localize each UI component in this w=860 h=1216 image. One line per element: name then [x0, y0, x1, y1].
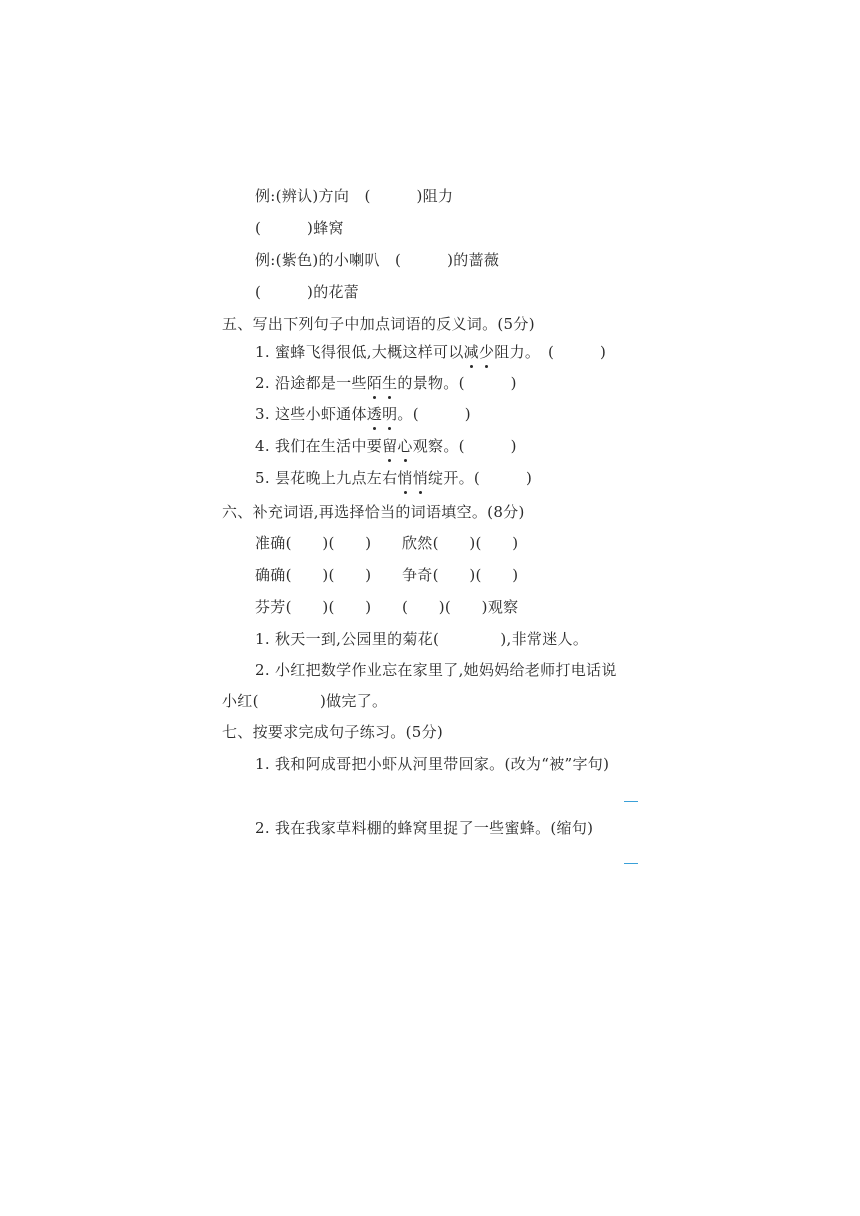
- section6-word-row-2: 确确( )( ) 争奇( )( ): [255, 566, 519, 584]
- section7-heading: 七、按要求完成句子练习。(5分): [222, 723, 444, 741]
- section5-question-2: 2. 沿途都是一些陌生的景物。( ): [255, 374, 517, 392]
- section6-question-1: 1. 秋天一到,公园里的菊花( ),非常迷人。: [255, 630, 589, 648]
- section6-question-2b: 小红( )做完了。: [222, 692, 388, 710]
- section5-question-4: 4. 我们在生活中要留心观察。( ): [255, 437, 517, 455]
- section6-word-row-1: 准确( )( ) 欣然( )( ): [255, 534, 519, 552]
- section6-question-2a: 2. 小红把数学作业忘在家里了,她妈妈给老师打电话说: [255, 661, 617, 679]
- section7-question-1: 1. 我和阿成哥把小虾从河里带回家。(改为“被”字句): [255, 755, 610, 773]
- section6-word-row-3: 芬芳( )( ) ( )( )观察: [255, 598, 519, 616]
- section5-question-3: 3. 这些小虾通体透明。( ): [255, 405, 471, 423]
- section4-example1-blank: ( )蜂窝: [255, 219, 344, 237]
- section5-heading: 五、写出下列句子中加点词语的反义词。(5分): [222, 315, 535, 333]
- answer-line-1: [624, 801, 638, 802]
- answer-line-2: [624, 863, 638, 864]
- section5-question-1: 1. 蜜蜂飞得很低,大概这样可以减少阻力。 ( ): [255, 343, 607, 361]
- section7-question-2: 2. 我在我家草料棚的蜂窝里捉了一些蜜蜂。(缩句): [255, 819, 594, 837]
- section4-example1: 例:(辨认)方向 ( )阻力: [255, 187, 454, 205]
- section5-question-5: 5. 昙花晚上九点左右悄悄绽开。( ): [255, 469, 533, 487]
- section4-example2-blank: ( )的花蕾: [255, 283, 360, 301]
- section4-example2: 例:(紫色)的小喇叭 ( )的蔷薇: [255, 251, 500, 269]
- section6-heading: 六、补充词语,再选择恰当的词语填空。(8分): [222, 503, 525, 521]
